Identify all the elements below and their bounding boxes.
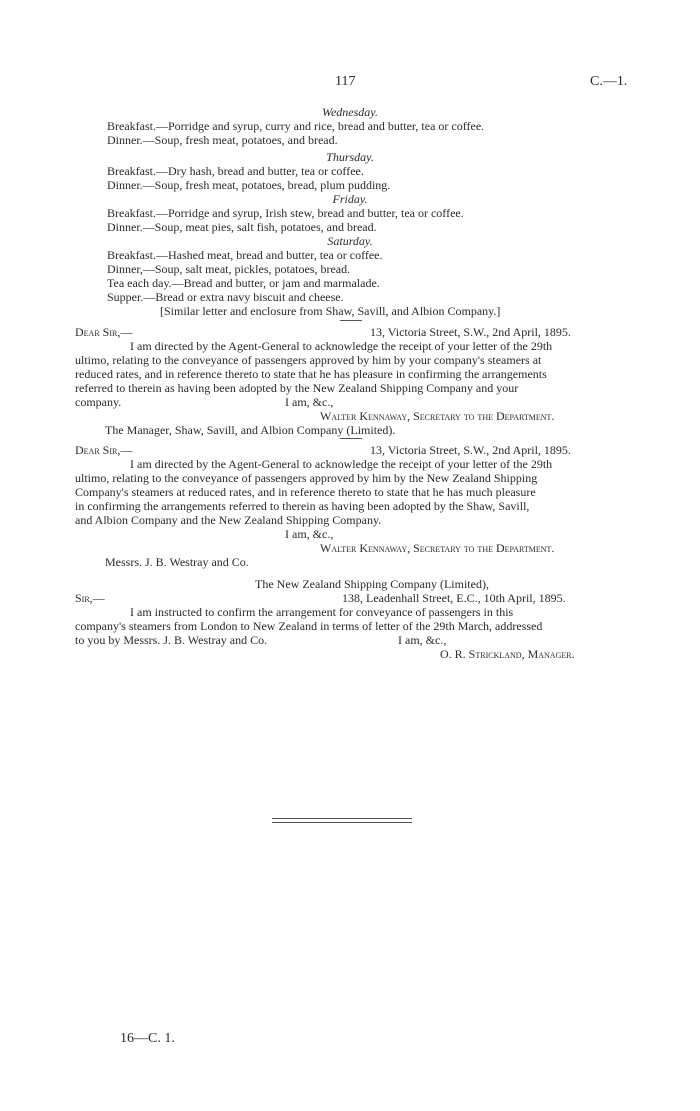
letter3-signature: O. R. Strickland, Manager. (440, 647, 575, 661)
letter1-address: 13, Victoria Street, S.W., 2nd April, 1895. (370, 325, 571, 339)
section-divider (340, 438, 362, 439)
menu-tea: Tea each day.—Bread and butter, or jam and marmalade. (107, 276, 380, 290)
menu-supper: Supper.—Bread or extra navy biscuit and cheese. (107, 290, 344, 304)
menu-dinner-friday: Dinner.—Soup, meat pies, salt fish, potatoes, and bread. (107, 220, 377, 234)
day-heading-friday: Friday. (332, 192, 368, 206)
menu-breakfast-wednesday: Breakfast.—Porridge and syrup, curry and rice, bread and butter, tea or coffee. (107, 119, 485, 133)
letter3-line: company's steamers from London to New Zealand in terms of letter of the 29th March, addressed (75, 619, 543, 633)
similar-letter-note: [Similar letter and enclosure from Shaw, Savill, and Albion Company.] (160, 304, 501, 318)
letter3-closing: I am, &c., (398, 633, 447, 647)
letter2-line: in confirming the arrangements referred to therein as having been adopted by the Shaw, Savill, (75, 499, 530, 513)
letter2-salutation: Dear Sir,— (75, 443, 133, 457)
day-heading-saturday: Saturday. (327, 234, 373, 248)
letter2-closing: I am, &c., (285, 527, 334, 541)
section-divider (340, 320, 362, 321)
printer-signature-mark: 16—C. 1. (120, 1031, 175, 1046)
letter1-salutation: Dear Sir,— (75, 325, 133, 339)
end-rule-bottom (272, 822, 412, 823)
letter3-address: 138, Leadenhall Street, E.C., 10th April, 1895. (342, 591, 566, 605)
menu-dinner-thursday: Dinner.—Soup, fresh meat, potatoes, bread, plum pudding. (107, 178, 391, 192)
letter1-line: referred to therein as having been adopted by the New Zealand Shipping Company and your (75, 381, 519, 395)
letter1-line: I am directed by the Agent-General to acknowledge the receipt of your letter of the 29th (130, 339, 553, 353)
letter2-line: Company's steamers at reduced rates, and in reference thereto to state that he has much pleasure (75, 485, 536, 499)
letter2-line: I am directed by the Agent-General to acknowledge the receipt of your letter of the 29th (130, 457, 553, 471)
letter3-line: I am instructed to confirm the arrangement for conveyance of passengers in this (130, 605, 514, 619)
letter1-line: company. (75, 395, 122, 409)
day-heading-thursday: Thursday. (326, 150, 374, 164)
menu-breakfast-friday: Breakfast.—Porridge and syrup, Irish stew, bread and butter, tea or coffee. (107, 206, 464, 220)
day-heading-wednesday: Wednesday. (322, 105, 378, 119)
menu-breakfast-thursday: Breakfast.—Dry hash, bread and butter, tea or coffee. (107, 164, 364, 178)
letter1-line: ultimo, relating to the conveyance of passengers approved by him by your company's steamers at (75, 353, 542, 367)
letter3-line: to you by Messrs. J. B. Westray and Co. (75, 633, 268, 647)
letter1-signature: Walter Kennaway, Secretary to the Department. (320, 409, 555, 423)
letter2-address: 13, Victoria Street, S.W., 2nd April, 1895. (370, 443, 571, 457)
letter1-addressee: The Manager, Shaw, Savill, and Albion Company (Limited). (105, 423, 396, 437)
menu-dinner-saturday: Dinner,—Soup, salt meat, pickles, potatoes, bread. (107, 262, 351, 276)
letter3-salutation: Sir,— (75, 591, 105, 605)
letter2-signature: Walter Kennaway, Secretary to the Department. (320, 541, 555, 555)
letter3-heading: The New Zealand Shipping Company (Limited), (255, 577, 489, 591)
end-rule-top (272, 818, 412, 819)
letter1-line: reduced rates, and in reference thereto to state that he has pleasure in confirming the arrangements (75, 367, 547, 381)
letter2-line: ultimo, relating to the conveyance of passengers approved by him by the New Zealand Shipping (75, 471, 538, 485)
letter2-addressee: Messrs. J. B. Westray and Co. (105, 555, 249, 569)
menu-dinner-wednesday: Dinner.—Soup, fresh meat, potatoes, and bread. (107, 133, 338, 147)
letter1-closing: I am, &c., (285, 395, 334, 409)
letter2-line: and Albion Company and the New Zealand Shipping Company. (75, 513, 382, 527)
menu-breakfast-saturday: Breakfast.—Hashed meat, bread and butter, tea or coffee. (107, 248, 383, 262)
document-reference: C.—1. (590, 74, 628, 89)
page-number: 117 (335, 74, 356, 89)
